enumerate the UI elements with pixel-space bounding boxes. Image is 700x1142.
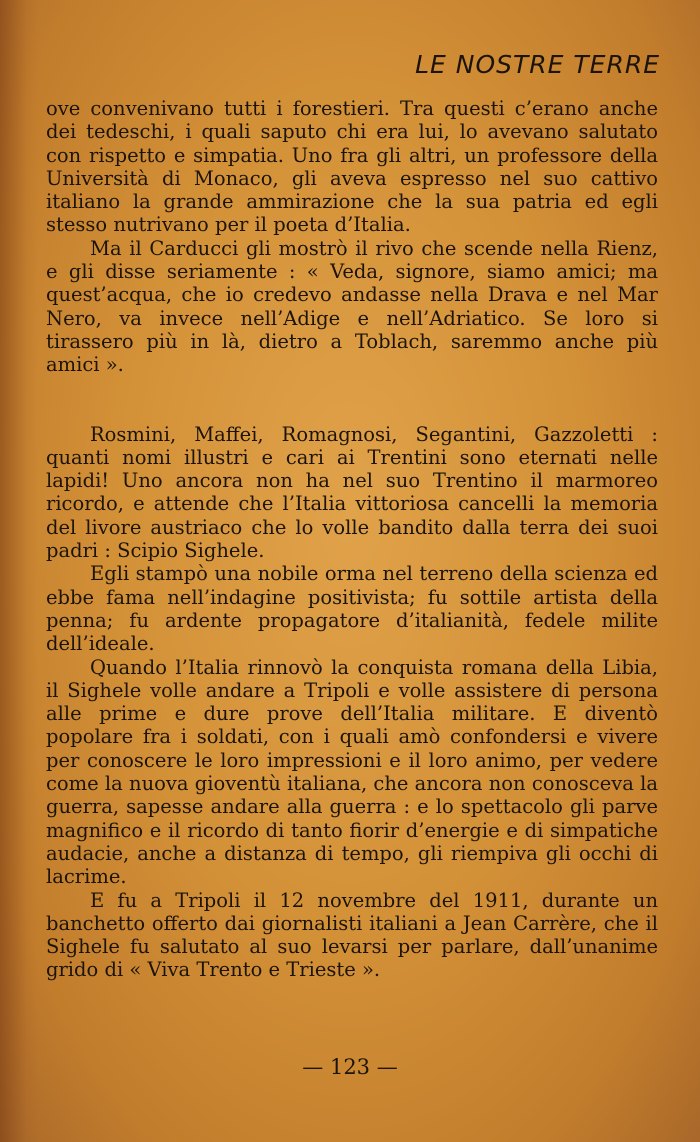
body-text (46, 97, 658, 982)
paragraph: Rosmini, Maffei, Romagnosi, Segantini, Gazzoletti : quanti nomi illustri e cari ai Trentini sono eternati nelle lapidi! Uno ancora non ha nel suo Trentino il marmoreo ricordo, e attende che l’Italia vittoriosa cancelli la memoria del livore austriaco che lo volle bandito dalla terra dei suoi padri : Scipio Sighele. (46, 422, 658, 563)
paragraph: Quando l’Italia rinnovò la conquista romana della Libia, il Sighele volle andare a Tripoli e volle assistere di persona alle prime e dure prove dell’Italia militare. E diventò popolare fra i soldati, con i quali amò confondersi e vivere per conoscere le loro impressioni e il loro animo, per vedere come la nuova gioventù italiana, che ancora non conosceva la guerra, sapesse andare alla guerra : e lo spettacolo gli parve magnifico e il ricordo di tanto fiorir d’energie e di simpatiche audacie, anche a distanza di tempo, gli riempiva gli occhi di lacrime. (46, 655, 658, 889)
section-break (46, 377, 658, 423)
paragraph: E fu a Tripoli il 12 novembre del 1911, durante un banchetto offerto dai giornalisti italiani a Jean Carrère, che il Sighele fu salutato al suo levarsi per parlare, dall’unanime grido di « Viva Trento e Trieste ». (46, 888, 658, 982)
page-gutter-shadow (0, 0, 38, 1142)
page-number: — 123 — (302, 1055, 398, 1079)
paragraph: Ma il Carducci gli mostrò il rivo che scende nella Rienz, e gli disse seriamente : « Veda, signore, siamo amici; ma quest’acqua, che io credevo andasse nella Drava e nel Mar Nero, va invece nell’Adige e nell’Adriatico. Se loro si tirassero più in là, dietro a Toblach, saremmo anche più amici ». (46, 236, 658, 377)
running-head: LE NOSTRE TERRE (415, 50, 660, 79)
paragraph-continued: ove convenivano tutti i forestieri. Tra questi c’erano anche dei tedeschi, i quali saputo chi era lui, lo avevano salutato con rispetto e simpatia. Uno fra gli altri, un professore della Università di Monaco, gli aveva espresso nel suo cattivo italiano la grande ammirazione che la sua patria ed egli stesso nutrivano per il poeta d’Italia. (46, 97, 658, 237)
paragraph: Egli stampò una nobile orma nel terreno della scienza ed ebbe fama nell’indagine positivista; fu sottile artista della penna; fu ardente propagatore d’italianità, fedele milite dell’ideale. (46, 562, 658, 656)
